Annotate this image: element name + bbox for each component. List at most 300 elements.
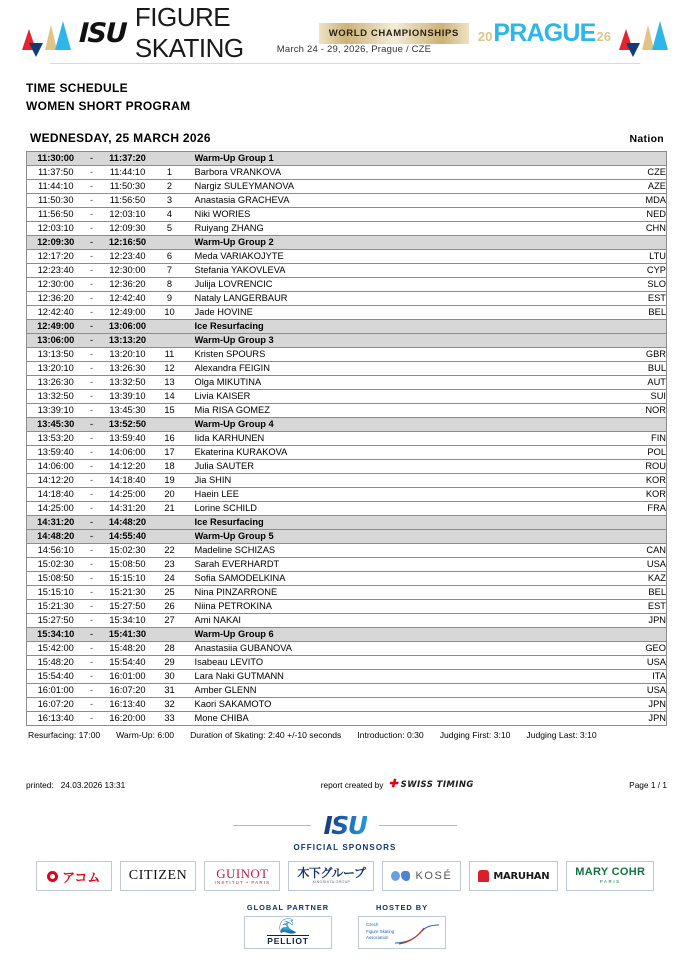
- sponsor-name-kinoshita-group: 木下グループ: [297, 866, 366, 881]
- end-time: 12:23:40: [99, 250, 157, 264]
- spacer: [183, 502, 195, 516]
- nation-code: ITA: [619, 670, 667, 684]
- schedule-skater-row: [27, 656, 667, 670]
- schedule-skater-row: [27, 362, 667, 376]
- schedule-skater-row: [27, 586, 667, 600]
- start-number: 2: [157, 180, 183, 194]
- skater-name: Niina PETROKINA: [195, 600, 619, 614]
- schedule-table-wrap: [0, 145, 690, 726]
- sponsor-name-guinot: GUINOT: [216, 865, 269, 881]
- time-separator: -: [85, 614, 99, 628]
- sponsor-name-mary-cohr: MARY COHR: [575, 866, 646, 879]
- schedule-skater-row: [27, 278, 667, 292]
- global-partner-block: [244, 903, 332, 949]
- nation-code: JPN: [619, 614, 667, 628]
- start-number: 32: [157, 698, 183, 712]
- nation-code: JPN: [619, 712, 667, 726]
- start-number: 12: [157, 362, 183, 376]
- skater-name: Ekaterina KURAKOVA: [195, 446, 619, 460]
- end-time: 14:55:40: [99, 530, 157, 544]
- legend-judging-last: Judging Last: 3:10: [526, 730, 597, 740]
- end-time: 15:08:50: [99, 558, 157, 572]
- schedule-skater-row: [27, 544, 667, 558]
- start-number: 3: [157, 194, 183, 208]
- schedule-skater-row: [27, 292, 667, 306]
- time-separator: -: [85, 488, 99, 502]
- start-time: 12:49:00: [27, 320, 85, 334]
- divider-right: [379, 825, 457, 826]
- nation-code: CZE: [619, 166, 667, 180]
- end-time: 13:39:10: [99, 390, 157, 404]
- end-time: 14:31:20: [99, 502, 157, 516]
- sponsor-logo-kose: [382, 861, 461, 891]
- end-time: 12:30:00: [99, 264, 157, 278]
- spacer: [183, 698, 195, 712]
- nation-code: POL: [619, 446, 667, 460]
- start-number: [157, 530, 183, 544]
- spacer: [183, 404, 195, 418]
- day-title: WEDNESDAY, 25 MARCH 2026: [30, 131, 211, 145]
- skater-name: Anastasiia GUBANOVA: [195, 642, 619, 656]
- start-time: 13:26:30: [27, 376, 85, 390]
- skater-name: Haein LEE: [195, 488, 619, 502]
- start-number: 29: [157, 656, 183, 670]
- start-time: 14:18:40: [27, 488, 85, 502]
- time-separator: -: [85, 208, 99, 222]
- skater-name: Olga MIKUTINA: [195, 376, 619, 390]
- spacer: [183, 320, 195, 334]
- time-separator: -: [85, 292, 99, 306]
- schedule-table-body: [27, 152, 667, 726]
- skater-name: Nargiz SULEYMANOVA: [195, 180, 619, 194]
- skater-name: Livia KAISER: [195, 390, 619, 404]
- column-header-nation: Nation: [629, 133, 664, 145]
- start-time: 13:06:00: [27, 334, 85, 348]
- time-separator: -: [85, 656, 99, 670]
- year-suffix: 26: [596, 28, 611, 44]
- wave-icon: 🌊: [278, 918, 298, 936]
- isu-logo: ISU: [78, 17, 127, 49]
- spacer: [183, 628, 195, 642]
- end-time: 14:18:40: [99, 474, 157, 488]
- legend-judging-first: Judging First: 3:10: [439, 730, 511, 740]
- end-time: 13:59:40: [99, 432, 157, 446]
- schedule-skater-row: [27, 432, 667, 446]
- nation-code: [619, 334, 667, 348]
- start-time: 12:09:30: [27, 236, 85, 250]
- spacer: [183, 152, 195, 166]
- schedule-skater-row: [27, 712, 667, 726]
- end-time: 15:15:10: [99, 572, 157, 586]
- spacer: [183, 180, 195, 194]
- start-time: 14:12:20: [27, 474, 85, 488]
- nation-code: AZE: [619, 180, 667, 194]
- start-time: 13:20:10: [27, 362, 85, 376]
- skater-name: Anastasia GRACHEVA: [195, 194, 619, 208]
- nation-code: LTU: [619, 250, 667, 264]
- sponsor-logo-mary-cohr: [566, 861, 654, 891]
- spacer: [183, 600, 195, 614]
- sponsor-logo-citizen: [120, 861, 197, 891]
- schedule-group-row: [27, 152, 667, 166]
- nation-code: CYP: [619, 264, 667, 278]
- legend-introduction: Introduction: 0:30: [357, 730, 424, 740]
- end-time: 14:06:00: [99, 446, 157, 460]
- skater-name: Nina PINZARRONE: [195, 586, 619, 600]
- schedule-table: [26, 151, 667, 726]
- skater-swoosh-icon: [393, 923, 441, 945]
- event-banner: [0, 0, 690, 66]
- nation-code: FIN: [619, 432, 667, 446]
- skater-name: Meda VARIAKOJYTE: [195, 250, 619, 264]
- skater-name: Niki WORIES: [195, 208, 619, 222]
- time-separator: -: [85, 250, 99, 264]
- nation-code: CHN: [619, 222, 667, 236]
- report-created-block: [321, 779, 474, 790]
- nation-code: GEO: [619, 642, 667, 656]
- start-time: 12:36:20: [27, 292, 85, 306]
- nation-code: ROU: [619, 460, 667, 474]
- schedule-skater-row: [27, 306, 667, 320]
- start-time: 13:59:40: [27, 446, 85, 460]
- start-number: 7: [157, 264, 183, 278]
- skater-name: Mone CHIBA: [195, 712, 619, 726]
- sponsor-name-kose: KOSÉ: [415, 870, 453, 882]
- skater-name: Lorine SCHILD: [195, 502, 619, 516]
- schedule-skater-row: [27, 446, 667, 460]
- start-number: 27: [157, 614, 183, 628]
- time-separator: -: [85, 278, 99, 292]
- start-time: 11:56:50: [27, 208, 85, 222]
- nation-code: [619, 152, 667, 166]
- start-number: 19: [157, 474, 183, 488]
- partner-row: [0, 903, 690, 949]
- end-time: 12:49:00: [99, 306, 157, 320]
- spacer: [183, 194, 195, 208]
- skater-name: Nataly LANGERBAUR: [195, 292, 619, 306]
- start-time: 13:32:50: [27, 390, 85, 404]
- start-number: [157, 334, 183, 348]
- schedule-group-row: [27, 334, 667, 348]
- report-created-label: report created by: [320, 779, 384, 790]
- world-championships-ribbon: WORLD CHAMPIONSHIPS: [319, 23, 469, 44]
- end-time: 12:09:30: [99, 222, 157, 236]
- swiss-timing-logo: [388, 779, 473, 790]
- end-time: 11:44:10: [99, 166, 157, 180]
- isu-footer-logo: ISU: [323, 810, 367, 840]
- spacer: [183, 250, 195, 264]
- spacer: [183, 222, 195, 236]
- skater-name: Jia SHIN: [195, 474, 619, 488]
- nation-code: USA: [619, 558, 667, 572]
- schedule-group-row: [27, 236, 667, 250]
- start-number: 21: [157, 502, 183, 516]
- start-time: 16:01:00: [27, 684, 85, 698]
- global-partner-heading: GLOBAL PARTNER: [246, 903, 330, 912]
- start-number: 8: [157, 278, 183, 292]
- time-separator: -: [85, 306, 99, 320]
- end-time: 16:13:40: [99, 698, 157, 712]
- spacer: [183, 278, 195, 292]
- start-time: 15:08:50: [27, 572, 85, 586]
- page-title: TIME SCHEDULE: [26, 81, 128, 95]
- time-separator: -: [85, 166, 99, 180]
- time-separator: -: [85, 390, 99, 404]
- time-separator: -: [85, 558, 99, 572]
- nation-code: [619, 320, 667, 334]
- time-separator: -: [85, 684, 99, 698]
- sponsor-logo-row: [0, 861, 690, 891]
- banner-divider: [50, 63, 640, 64]
- start-time: 12:23:40: [27, 264, 85, 278]
- spacer: [183, 292, 195, 306]
- time-separator: -: [85, 586, 99, 600]
- start-number: 28: [157, 642, 183, 656]
- segment-name: Warm-Up Group 6: [195, 628, 619, 642]
- start-time: 13:13:50: [27, 348, 85, 362]
- end-time: 15:54:40: [99, 656, 157, 670]
- time-separator: -: [85, 572, 99, 586]
- end-time: 12:16:50: [99, 236, 157, 250]
- nation-code: JPN: [619, 698, 667, 712]
- start-number: 23: [157, 558, 183, 572]
- spacer: [183, 362, 195, 376]
- schedule-skater-row: [27, 572, 667, 586]
- spacer: [183, 446, 195, 460]
- end-time: 15:41:30: [99, 628, 157, 642]
- schedule-legend: [0, 726, 690, 740]
- divider-left: [233, 825, 311, 826]
- time-separator: -: [85, 152, 99, 166]
- spacer: [183, 670, 195, 684]
- start-time: 12:17:20: [27, 250, 85, 264]
- partner-name-pelliot: PELLIOT: [267, 936, 309, 947]
- start-number: 16: [157, 432, 183, 446]
- nation-code: USA: [619, 656, 667, 670]
- skater-name: Lara Naki GUTMANN: [195, 670, 619, 684]
- nation-code: SUI: [619, 390, 667, 404]
- start-time: 15:34:10: [27, 628, 85, 642]
- time-separator: -: [85, 418, 99, 432]
- time-separator: -: [85, 516, 99, 530]
- sponsor-name-maruhan: MARUHAN: [493, 870, 550, 882]
- spacer: [183, 656, 195, 670]
- skater-name: Amber GLENN: [195, 684, 619, 698]
- start-number: 18: [157, 460, 183, 474]
- skater-name: Sofia SAMODELKINA: [195, 572, 619, 586]
- schedule-skater-row: [27, 460, 667, 474]
- nation-code: [619, 516, 667, 530]
- end-time: 15:21:30: [99, 586, 157, 600]
- start-number: 5: [157, 222, 183, 236]
- end-time: 12:03:10: [99, 208, 157, 222]
- schedule-skater-row: [27, 264, 667, 278]
- nation-code: NOR: [619, 404, 667, 418]
- nation-code: EST: [619, 600, 667, 614]
- printed-timestamp: 24.03.2026 13:31: [60, 779, 126, 790]
- skater-name: Julija LOVRENCIC: [195, 278, 619, 292]
- nation-code: SLO: [619, 278, 667, 292]
- start-number: 15: [157, 404, 183, 418]
- end-time: 16:20:00: [99, 712, 157, 726]
- legend-duration: Duration of Skating: 2:40 +/-10 seconds: [190, 730, 342, 740]
- spacer: [183, 460, 195, 474]
- time-separator: -: [85, 320, 99, 334]
- start-number: 6: [157, 250, 183, 264]
- start-time: 16:13:40: [27, 712, 85, 726]
- nation-code: BUL: [619, 362, 667, 376]
- nation-code: CAN: [619, 544, 667, 558]
- end-time: 13:13:20: [99, 334, 157, 348]
- nation-code: [619, 530, 667, 544]
- time-separator: -: [85, 544, 99, 558]
- spacer: [183, 348, 195, 362]
- schedule-skater-row: [27, 670, 667, 684]
- schedule-skater-row: [27, 488, 667, 502]
- schedule-skater-row: [27, 502, 667, 516]
- start-number: 22: [157, 544, 183, 558]
- skater-name: Julia SAUTER: [195, 460, 619, 474]
- start-number: [157, 236, 183, 250]
- start-time: 11:50:30: [27, 194, 85, 208]
- spacer: [183, 432, 195, 446]
- schedule-group-row: [27, 530, 667, 544]
- time-separator: -: [85, 460, 99, 474]
- schedule-group-row: [27, 418, 667, 432]
- spacer: [183, 712, 195, 726]
- start-time: 15:27:50: [27, 614, 85, 628]
- sponsor-section: [0, 808, 690, 949]
- start-time: 15:42:00: [27, 642, 85, 656]
- spacer: [183, 544, 195, 558]
- schedule-skater-row: [27, 194, 667, 208]
- start-time: 12:42:40: [27, 306, 85, 320]
- end-time: 15:27:50: [99, 600, 157, 614]
- time-separator: -: [85, 362, 99, 376]
- partner-logo-pelliot: [244, 916, 332, 949]
- start-time: 15:21:30: [27, 600, 85, 614]
- schedule-skater-row: [27, 474, 667, 488]
- spacer: [183, 684, 195, 698]
- end-time: 12:36:20: [99, 278, 157, 292]
- time-separator: -: [85, 628, 99, 642]
- time-separator: -: [85, 432, 99, 446]
- start-number: 30: [157, 670, 183, 684]
- sponsor-name-acom: アコム: [62, 869, 101, 885]
- time-separator: -: [85, 502, 99, 516]
- acom-ring-icon: [47, 871, 58, 882]
- nation-code: NED: [619, 208, 667, 222]
- time-separator: -: [85, 180, 99, 194]
- schedule-group-row: [27, 516, 667, 530]
- nation-code: FRA: [619, 502, 667, 516]
- start-number: 25: [157, 586, 183, 600]
- end-time: 14:25:00: [99, 488, 157, 502]
- start-time: 13:53:20: [27, 432, 85, 446]
- start-time: 11:30:00: [27, 152, 85, 166]
- start-number: 9: [157, 292, 183, 306]
- banner-title: FIGURE SKATING: [134, 2, 244, 63]
- spacer: [183, 264, 195, 278]
- spacer: [183, 614, 195, 628]
- spacer: [183, 166, 195, 180]
- page-subtitle: WOMEN SHORT PROGRAM: [26, 99, 191, 113]
- start-number: [157, 418, 183, 432]
- sponsor-tagline-guinot: INSTITUT • PARIS: [214, 879, 271, 885]
- end-time: 11:50:30: [99, 180, 157, 194]
- schedule-group-row: [27, 628, 667, 642]
- time-separator: -: [85, 712, 99, 726]
- schedule-skater-row: [27, 348, 667, 362]
- spacer: [183, 572, 195, 586]
- start-time: 14:31:20: [27, 516, 85, 530]
- spacer: [183, 516, 195, 530]
- start-number: [157, 320, 183, 334]
- start-number: 17: [157, 446, 183, 460]
- sponsor-tagline-mary-cohr: PARIS: [599, 879, 621, 885]
- end-time: 14:12:20: [99, 460, 157, 474]
- start-time: 14:56:10: [27, 544, 85, 558]
- page-number: Page 1 / 1: [629, 779, 667, 790]
- swiss-timing-mark-icon: ✚: [388, 778, 398, 790]
- schedule-skater-row: [27, 642, 667, 656]
- legend-resurfacing: Resurfacing: 17:00: [28, 730, 101, 740]
- start-time: 15:54:40: [27, 670, 85, 684]
- spacer: [183, 306, 195, 320]
- schedule-group-row: [27, 320, 667, 334]
- start-time: 15:48:20: [27, 656, 85, 670]
- end-time: 11:37:20: [99, 152, 157, 166]
- segment-name: Warm-Up Group 5: [195, 530, 619, 544]
- time-separator: -: [85, 348, 99, 362]
- spacer: [183, 642, 195, 656]
- legend-warmup: Warm-Up: 6:00: [116, 730, 175, 740]
- schedule-skater-row: [27, 404, 667, 418]
- time-separator: -: [85, 530, 99, 544]
- sponsor-logo-kinoshita-group: [288, 861, 374, 891]
- start-number: 14: [157, 390, 183, 404]
- spacer: [183, 474, 195, 488]
- nation-code: BEL: [619, 586, 667, 600]
- nation-code: MDA: [619, 194, 667, 208]
- schedule-skater-row: [27, 600, 667, 614]
- segment-name: Warm-Up Group 3: [195, 334, 619, 348]
- spacer: [183, 530, 195, 544]
- start-number: 10: [157, 306, 183, 320]
- schedule-skater-row: [27, 222, 667, 236]
- skater-name: Barbora VRANKOVA: [195, 166, 619, 180]
- start-number: 13: [157, 376, 183, 390]
- start-number: 26: [157, 600, 183, 614]
- end-time: 15:48:20: [99, 642, 157, 656]
- start-time: 16:07:20: [27, 698, 85, 712]
- nation-code: KAZ: [619, 572, 667, 586]
- time-separator: -: [85, 222, 99, 236]
- schedule-skater-row: [27, 698, 667, 712]
- skater-name: Ruiyang ZHANG: [195, 222, 619, 236]
- nation-code: KOR: [619, 474, 667, 488]
- skater-name: Kaori SAKAMOTO: [195, 698, 619, 712]
- swiss-timing-name: SWISS TIMING: [400, 779, 474, 790]
- time-separator: -: [85, 698, 99, 712]
- time-separator: -: [85, 376, 99, 390]
- time-separator: -: [85, 474, 99, 488]
- spacer: [183, 418, 195, 432]
- sponsor-logo-acom: [36, 861, 112, 891]
- year-prefix: 20: [477, 28, 493, 44]
- skater-name: Madeline SCHIZAS: [195, 544, 619, 558]
- spacer: [183, 488, 195, 502]
